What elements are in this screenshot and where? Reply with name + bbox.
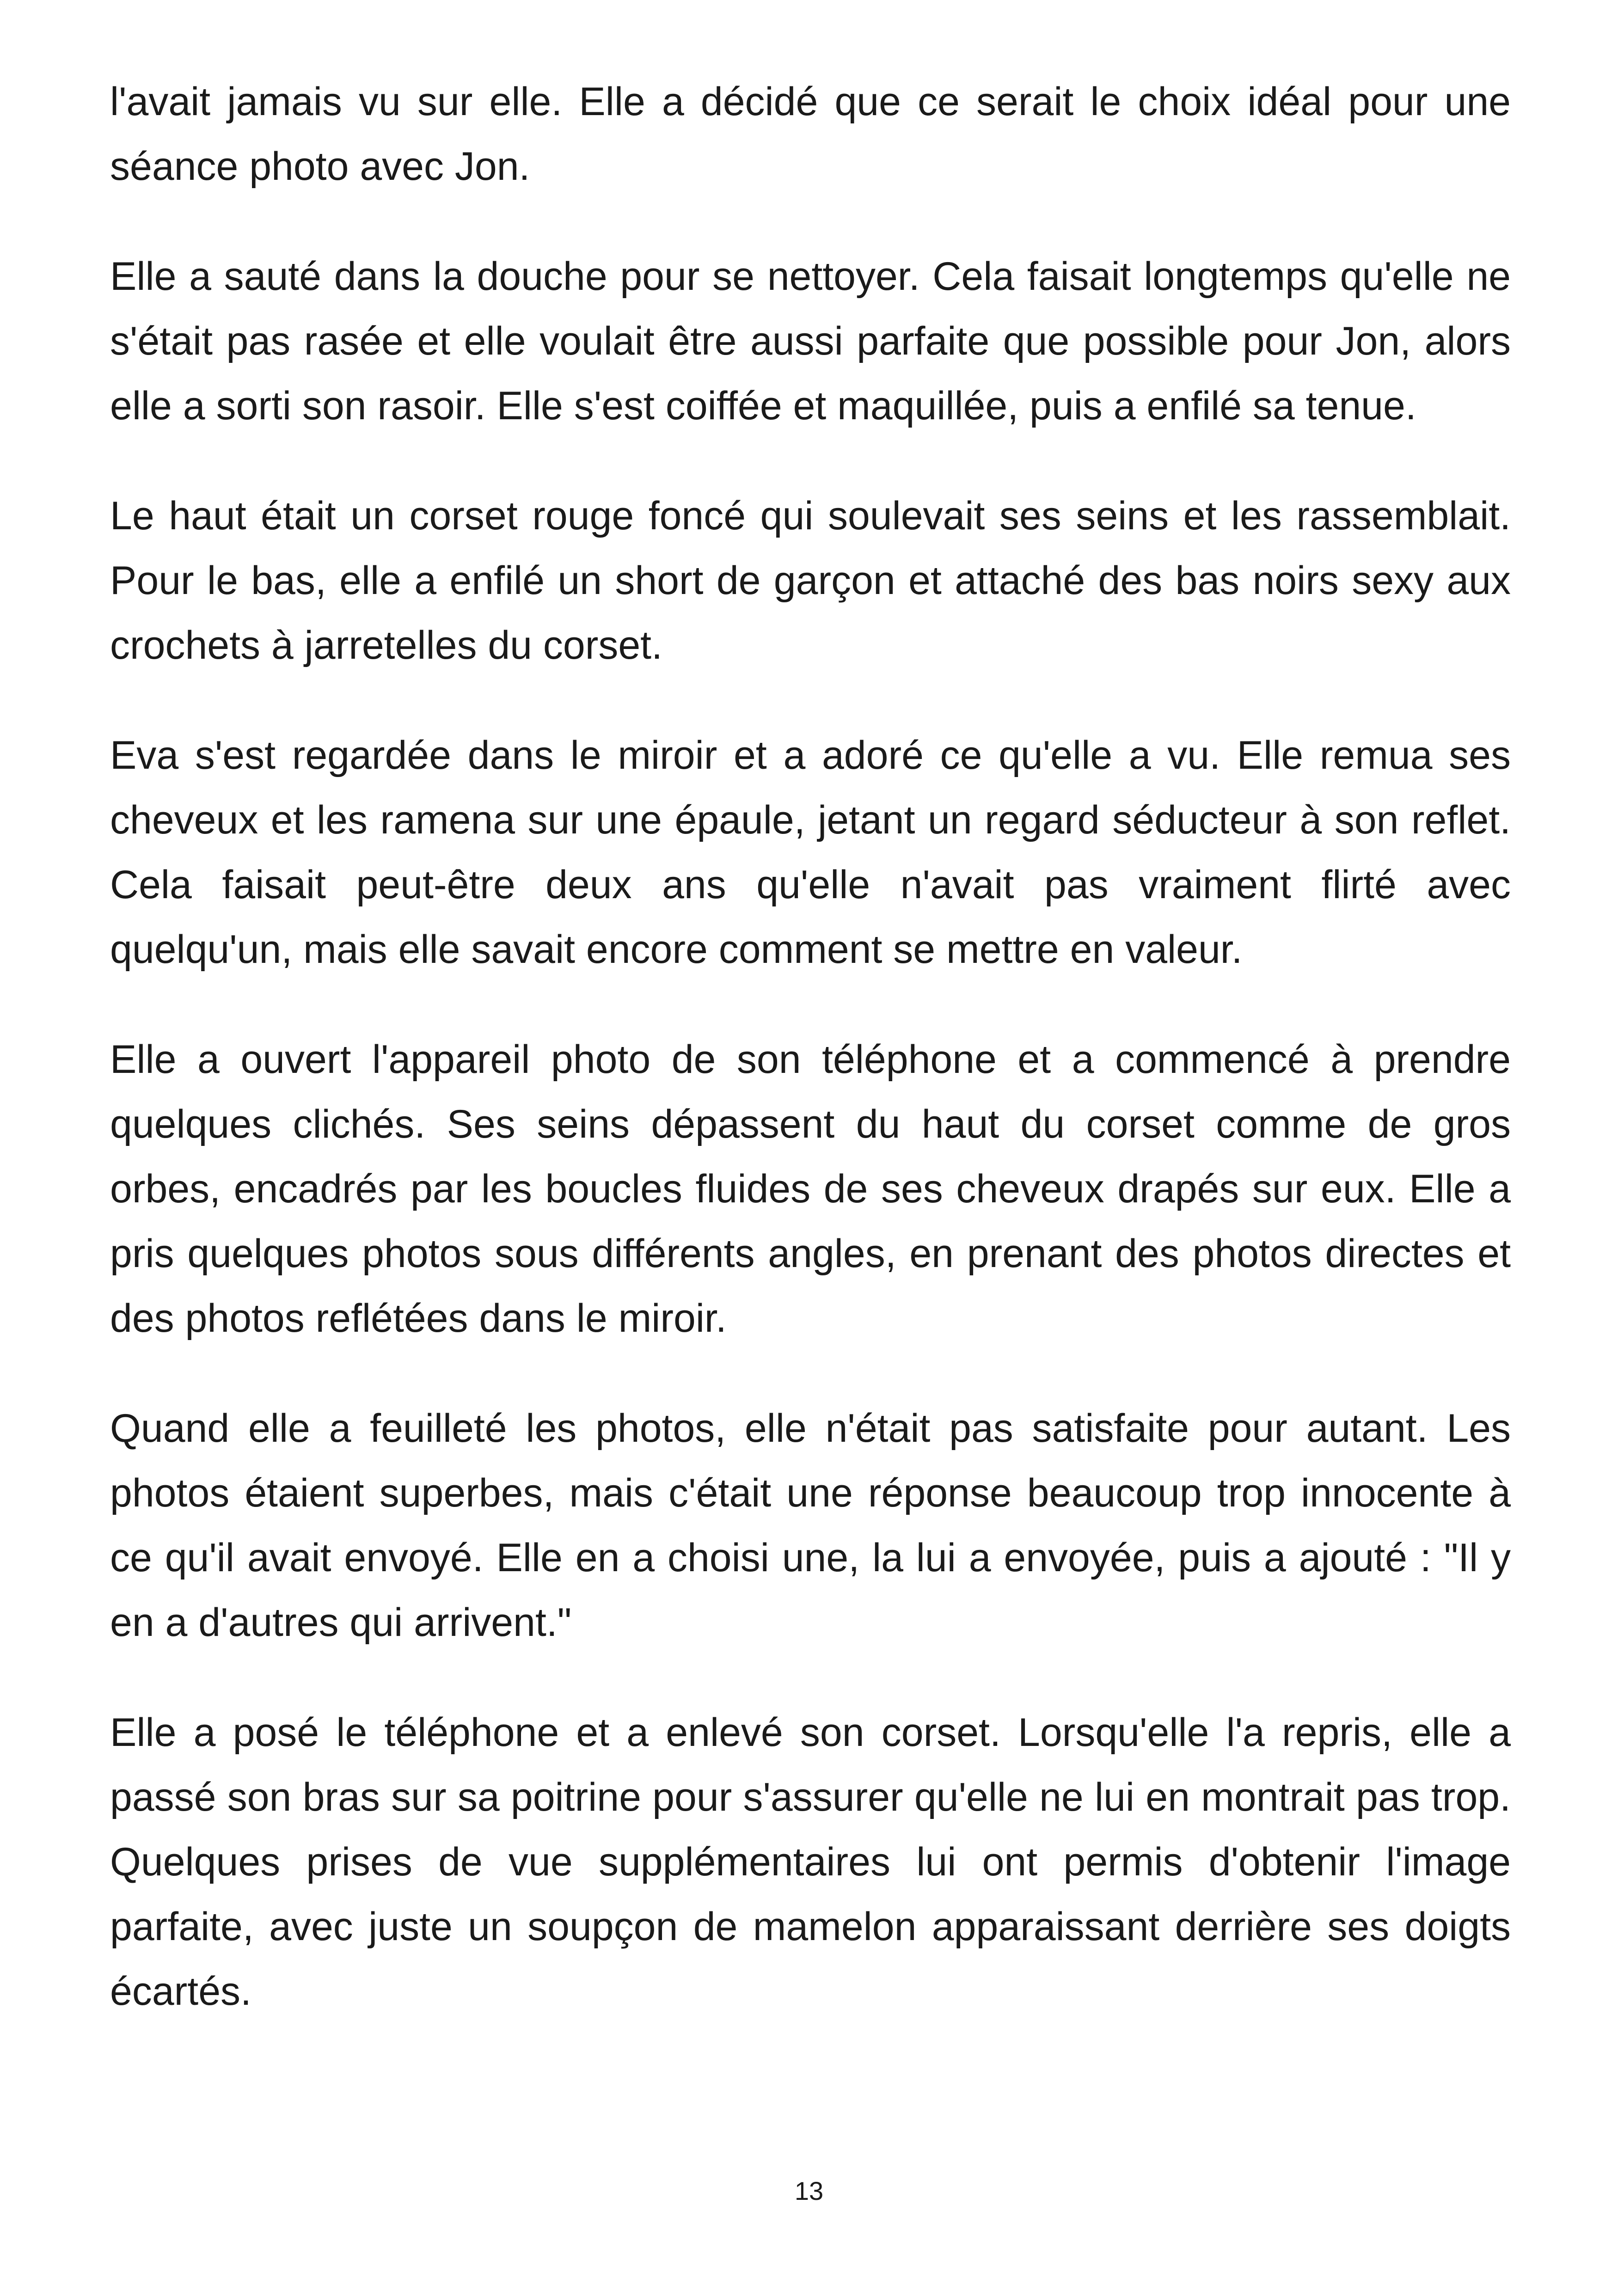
paragraph: Le haut était un corset rouge foncé qui soulevait ses seins et les rassemblait. Pour le bas, elle a enfilé un short de garçon et attaché des bas noirs sexy aux crochets à jarretelles du corset. bbox=[110, 494, 1511, 667]
body-text bbox=[110, 69, 1511, 2069]
page-number: 13 bbox=[794, 2176, 824, 2205]
paragraph: Quand elle a feuilleté les photos, elle n'était pas satisfaite pour autant. Les photos étaient superbes, mais c'était une réponse beaucoup trop innocente à ce qu'il avait envoyé. Elle en a choisi une, la lui a envoyée, puis a ajouté : "Il y en a d'autres qui arrivent." bbox=[110, 1406, 1511, 1645]
paragraph: Elle a ouvert l'appareil photo de son téléphone et a commencé à prendre quelques clichés. Ses seins dépassent du haut du corset comme de gros orbes, encadrés par les boucles fluides de ses cheveux drapés sur eux. Elle a pris quelques photos sous différents angles, en prenant des photos directes et des photos reflétées dans le miroir. bbox=[110, 1037, 1511, 1341]
paragraph: Elle a posé le téléphone et a enlevé son corset. Lorsqu'elle l'a repris, elle a passé son bras sur sa poitrine pour s'assurer qu'elle ne lui en montrait pas trop. Quelques prises de vue supplémentaires lui ont permis d'obtenir l'image parfaite, avec juste un soupçon de mamelon apparaissant derrière ses doigts écartés. bbox=[110, 1710, 1511, 2014]
paragraph: Elle a sauté dans la douche pour se nettoyer. Cela faisait longtemps qu'elle ne s'était pas rasée et elle voulait être aussi parfaite que possible pour Jon, alors elle a sorti son rasoir. Elle s'est coiffée et maquillée, puis a enfilé sa tenue. bbox=[110, 254, 1511, 428]
paragraph: Eva s'est regardée dans le miroir et a adoré ce qu'elle a vu. Elle remua ses cheveux et les ramena sur une épaule, jetant un regard séducteur à son reflet. Cela faisait peut-être deux ans qu'elle n'avait pas vraiment flirté avec quelqu'un, mais elle savait encore comment se mettre en valeur. bbox=[110, 733, 1511, 972]
paragraph: l'avait jamais vu sur elle. Elle a décidé que ce serait le choix idéal pour une séance photo avec Jon. bbox=[110, 80, 1511, 189]
